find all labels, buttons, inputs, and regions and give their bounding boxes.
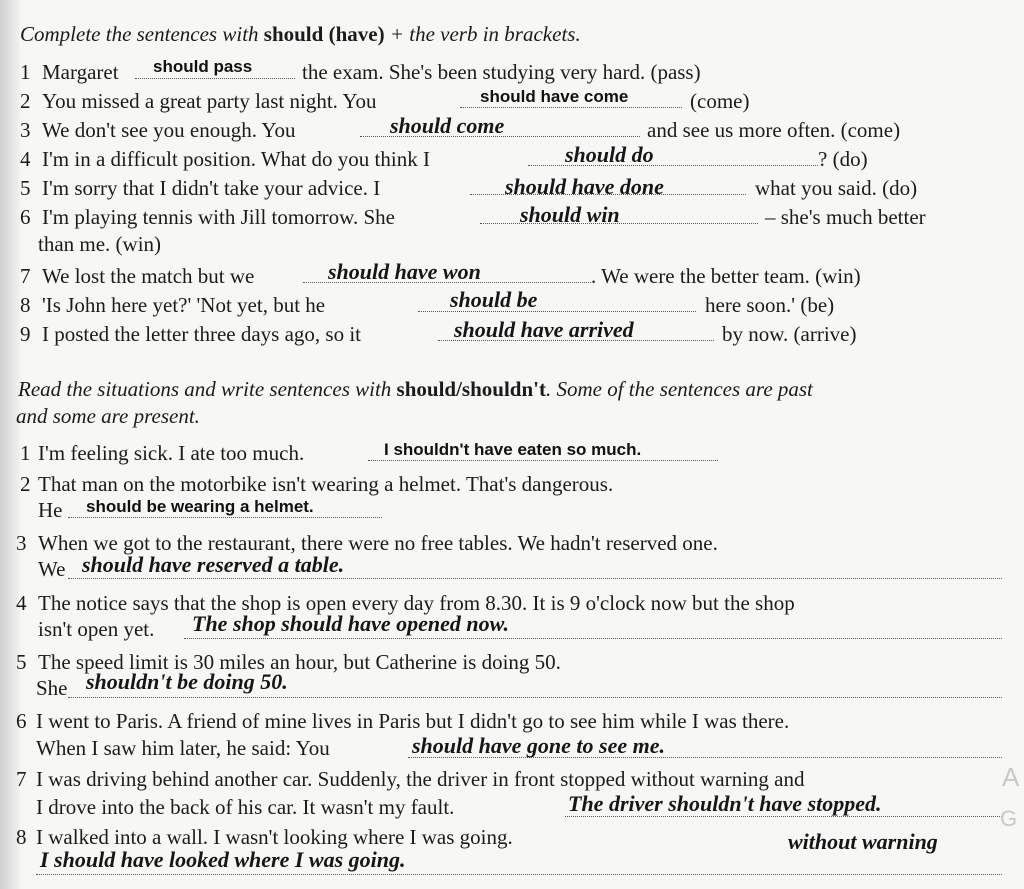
handwritten-answer: should have arrived — [454, 317, 634, 342]
handwritten-answer: should have done — [505, 174, 664, 199]
typed-answer: should have come — [480, 87, 629, 106]
page-edge-shadow — [0, 0, 20, 889]
answer-line — [68, 697, 1002, 698]
handwritten-answer: I should have looked where I was going. — [40, 847, 406, 872]
ghost-mark: A — [1002, 762, 1020, 792]
item-text: by now. (arrive) — [722, 322, 857, 346]
item-text: . We were the better team. (win) — [591, 264, 861, 288]
handwritten-answer-extra: without warning — [788, 829, 938, 854]
instruction-text: Read the situations and write sentences with — [18, 377, 392, 401]
item-number: 4 — [20, 147, 31, 171]
item-text: I'm sorry that I didn't take your advice. I — [42, 176, 381, 200]
answer-line — [460, 107, 682, 108]
instruction-keyword: should/shouldn't — [396, 377, 546, 401]
item-number: 6 — [20, 205, 31, 229]
item-number: 7 — [16, 767, 27, 791]
item-number: 3 — [16, 531, 27, 555]
item-text: here soon.' (be) — [705, 293, 835, 317]
typed-answer: should be wearing a helmet. — [86, 497, 314, 516]
answer-prefix: I drove into the back of his car. It wasn't my fault. — [36, 795, 455, 819]
handwritten-answer: The driver shouldn't have stopped. — [568, 791, 882, 816]
item-number: 5 — [16, 650, 27, 674]
item-number: 2 — [20, 472, 31, 496]
answer-line — [184, 638, 1002, 639]
item-number: 2 — [20, 89, 31, 113]
item-text: We lost the match but we — [42, 264, 255, 288]
item-text: I walked into a wall. I wasn't looking where I was going. — [36, 825, 513, 849]
item-text: The notice says that the shop is open every day from 8.30. It is 9 o'clock now but the shop — [38, 591, 795, 615]
item-text: I went to Paris. A friend of mine lives in Paris but I didn't go to see him while I was there. — [36, 709, 790, 733]
item-text: You missed a great party last night. You — [42, 89, 377, 113]
item-text: 'Is John here yet?' 'Not yet, but he — [42, 293, 326, 317]
item-text-continued: than me. (win) — [38, 232, 162, 256]
instruction-keyword: should — [263, 22, 324, 46]
ghost-mark: G — [1000, 806, 1018, 831]
item-text: I was driving behind another car. Suddenly, the driver in front stopped without warning and — [36, 767, 805, 791]
item-text: I posted the letter three days ago, so it — [42, 322, 361, 346]
answer-prefix: When I saw him later, he said: You — [36, 736, 330, 760]
item-text: (come) — [690, 89, 750, 113]
answer-prefix: He — [38, 498, 63, 522]
item-number: 7 — [20, 264, 31, 288]
answer-line — [368, 460, 718, 461]
item-number: 1 — [20, 441, 31, 465]
item-text: That man on the motorbike isn't wearing a helmet. That's dangerous. — [38, 472, 614, 496]
instruction-text-end: + the verb in brackets. — [389, 22, 581, 46]
instruction-text: Complete the sentences with — [20, 22, 259, 46]
handwritten-answer: should win — [520, 202, 620, 227]
item-number: 4 — [16, 591, 27, 615]
item-text: what you said. (do) — [755, 176, 918, 200]
item-number: 6 — [16, 709, 27, 733]
item-text: and see us more often. (come) — [647, 118, 901, 142]
item-number: 3 — [20, 118, 31, 142]
item-text: I'm playing tennis with Jill tomorrow. She — [42, 205, 395, 229]
item-number: 5 — [20, 176, 31, 200]
handwritten-answer: should be — [450, 287, 538, 312]
exercise2-instruction — [18, 377, 813, 401]
item-text: ? (do) — [818, 147, 868, 171]
typed-answer: I shouldn't have eaten so much. — [384, 440, 642, 459]
item-number: 8 — [20, 293, 31, 317]
item-text: The speed limit is 30 miles an hour, but Catherine is doing 50. — [38, 650, 561, 674]
instruction-text-end: . Some of the sentences are past — [545, 377, 813, 401]
answer-line — [36, 874, 1002, 875]
handwritten-answer: The shop should have opened now. — [192, 611, 510, 636]
exercise2-instruction-line2: and some are present. — [16, 404, 200, 428]
answer-line — [135, 78, 295, 79]
handwritten-answer: should have won — [328, 259, 481, 284]
handwritten-answer: should have gone to see me. — [412, 733, 665, 758]
answer-line — [68, 578, 1002, 579]
instruction-keyword-have: (have) — [328, 22, 385, 46]
answer-prefix: She — [36, 676, 68, 700]
item-text: – she's much better — [765, 205, 926, 229]
item-text: I'm in a difficult position. What do you think I — [42, 147, 430, 171]
typed-answer: should pass — [153, 57, 253, 76]
handwritten-answer: should come — [390, 113, 505, 138]
answer-line — [565, 816, 1002, 817]
handwritten-answer: should have reserved a table. — [82, 552, 345, 577]
answer-prefix: isn't open yet. — [38, 617, 155, 641]
exercise1-instruction — [20, 22, 581, 46]
answer-line — [68, 517, 382, 518]
handwritten-answer: shouldn't be doing 50. — [86, 669, 288, 694]
item-text: When we got to the restaurant, there were no free tables. We hadn't reserved one. — [38, 531, 718, 555]
handwritten-answer: should do — [565, 142, 654, 167]
item-number: 8 — [16, 825, 27, 849]
item-text: I'm feeling sick. I ate too much. — [38, 441, 305, 465]
item-text: Margaret — [42, 60, 119, 84]
item-text: the exam. She's been studying very hard. (pass) — [302, 60, 701, 84]
answer-prefix: We — [38, 557, 66, 581]
item-text: We don't see you enough. You — [42, 118, 296, 142]
item-number: 9 — [20, 322, 31, 346]
item-number: 1 — [20, 60, 31, 84]
